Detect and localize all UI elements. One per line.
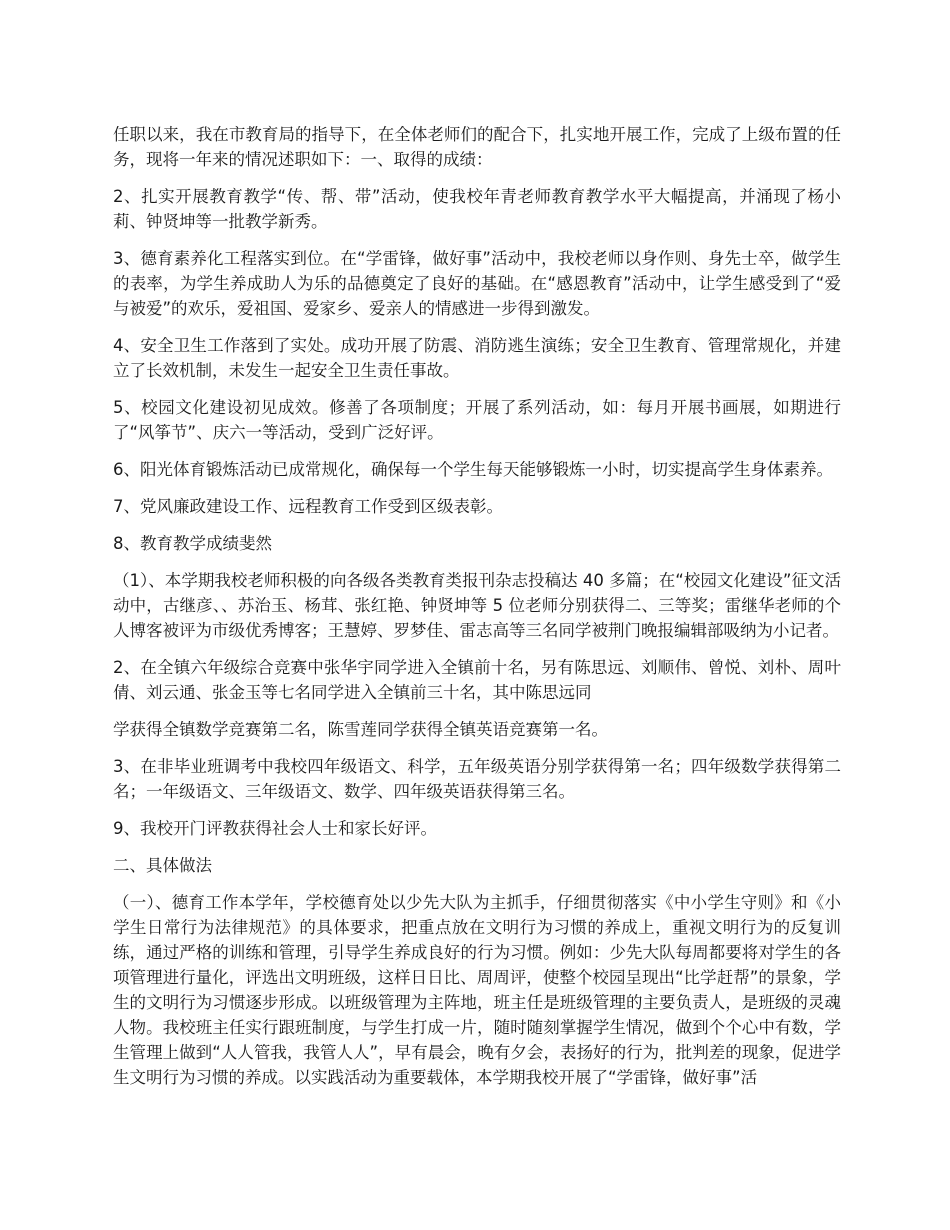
paragraph-intro: 任职以来，我在市教育局的指导下，在全体老师们的配合下，扎实地开展工作，完成了上级布置的任务，现将一年来的情况述职如下：一、取得的成绩： <box>113 125 841 169</box>
paragraph-achievement-8-2-cont: 学获得全镇数学竞赛第二名，陈雪莲同学获得全镇英语竞赛第一名。 <box>113 720 608 739</box>
document-body <box>113 122 841 1102</box>
paragraph-achievement-2: 2、扎实开展教育教学“传、帮、带”活动，使我校年青老师教育教学水平大幅提高，并涌现了杨小莉、钟贤坤等一批教学新秀。 <box>113 187 841 231</box>
paragraph-achievement-9: 9、我校开门评教获得社会人士和家长好评。 <box>113 819 437 838</box>
paragraph-moral-education: （一）、德育工作本学年，学校德育处以少先大队为主抓手，仔细贯彻落实《中小学生守则》和《小学生日常行为法律规范》的具体要求，把重点放在文明行为习惯的养成上，重视文明行为的反复训练，通过严格的训练和管理，引导学生养成良好的行为习惯。例如：少先大队每周都要将对学生的各项管理进行量化，评选出文明班级，这样日日比、周周评，使整个校园呈现出“比学赶帮”的景象，学生的文明行为习惯逐步形成。以班级管理为主阵地，班主任是班级管理的主要负责人，是班级的灵魂人物。我校班主任实行跟班制度，与学生打成一片，随时随刻掌握学生情况，做到个个心中有数，学生管理上做到“人人管我，我管人人”，早有晨会，晚有夕会，表扬好的行为，批判差的现象，促进学生文明行为习惯的养成。以实践活动为重要载体，本学期我校开展了“学雷锋，做好事”活 <box>113 893 841 1087</box>
paragraph-achievement-8-1: （1）、本学期我校老师积极的向各级各类教育类报刊杂志投稿达 40 多篇；在“校园文化建设”征文活动中，古继彦、、苏治玉、杨茸、张红艳、钟贤坤等 5 位老师分别获得二、三等奖；雷继华老师的个人博客被评为市级优秀博客；王慧婷、罗梦佳、雷志高等三名同学被荆门晚报编辑部吸纳为小记者。 <box>113 571 841 640</box>
paragraph-achievement-8: 8、教育教学成绩斐然 <box>113 534 272 553</box>
paragraph-achievement-7: 7、党风廉政建设工作、远程教育工作受到区级表彰。 <box>113 497 503 516</box>
paragraph-achievement-8-3: 3、在非毕业班调考中我校四年级语文、科学，五年级英语分别学获得第一名；四年级数学获得第二名；一年级语文、三年级语文、数学、四年级英语获得第三名。 <box>113 757 841 801</box>
paragraph-achievement-3: 3、德育素养化工程落实到位。在“学雷锋，做好事”活动中，我校老师以身作则、身先士卒，做学生的表率，为学生养成助人为乐的品德奠定了良好的基础。在“感恩教育”活动中，让学生感受到了“爱与被爱”的欢乐，爱祖国、爱家乡、爱亲人的情感进一步得到激发。 <box>113 249 841 318</box>
paragraph-achievement-4: 4、安全卫生工作落到了实处。成功开展了防震、消防逃生演练；安全卫生教育、管理常规化，并建立了长效机制，未发生一起安全卫生责任事故。 <box>113 336 841 380</box>
paragraph-achievement-8-2: 2、在全镇六年级综合竞赛中张华宇同学进入全镇前十名，另有陈思远、刘顺伟、曾悦、刘朴、周叶倩、刘云通、张金玉等七名同学进入全镇前三十名，其中陈思远同 <box>113 658 841 702</box>
paragraph-achievement-6: 6、阳光体育锻炼活动已成常规化，确保每一个学生每天能够锻炼一小时，切实提高学生身体素养。 <box>113 460 833 479</box>
paragraph-achievement-5: 5、校园文化建设初见成效。修善了各项制度；开展了系列活动，如：每月开展书画展，如期进行了“风筝节”、庆六一等活动，受到广泛好评。 <box>113 398 841 442</box>
section-heading-methods: 二、具体做法 <box>113 856 212 875</box>
